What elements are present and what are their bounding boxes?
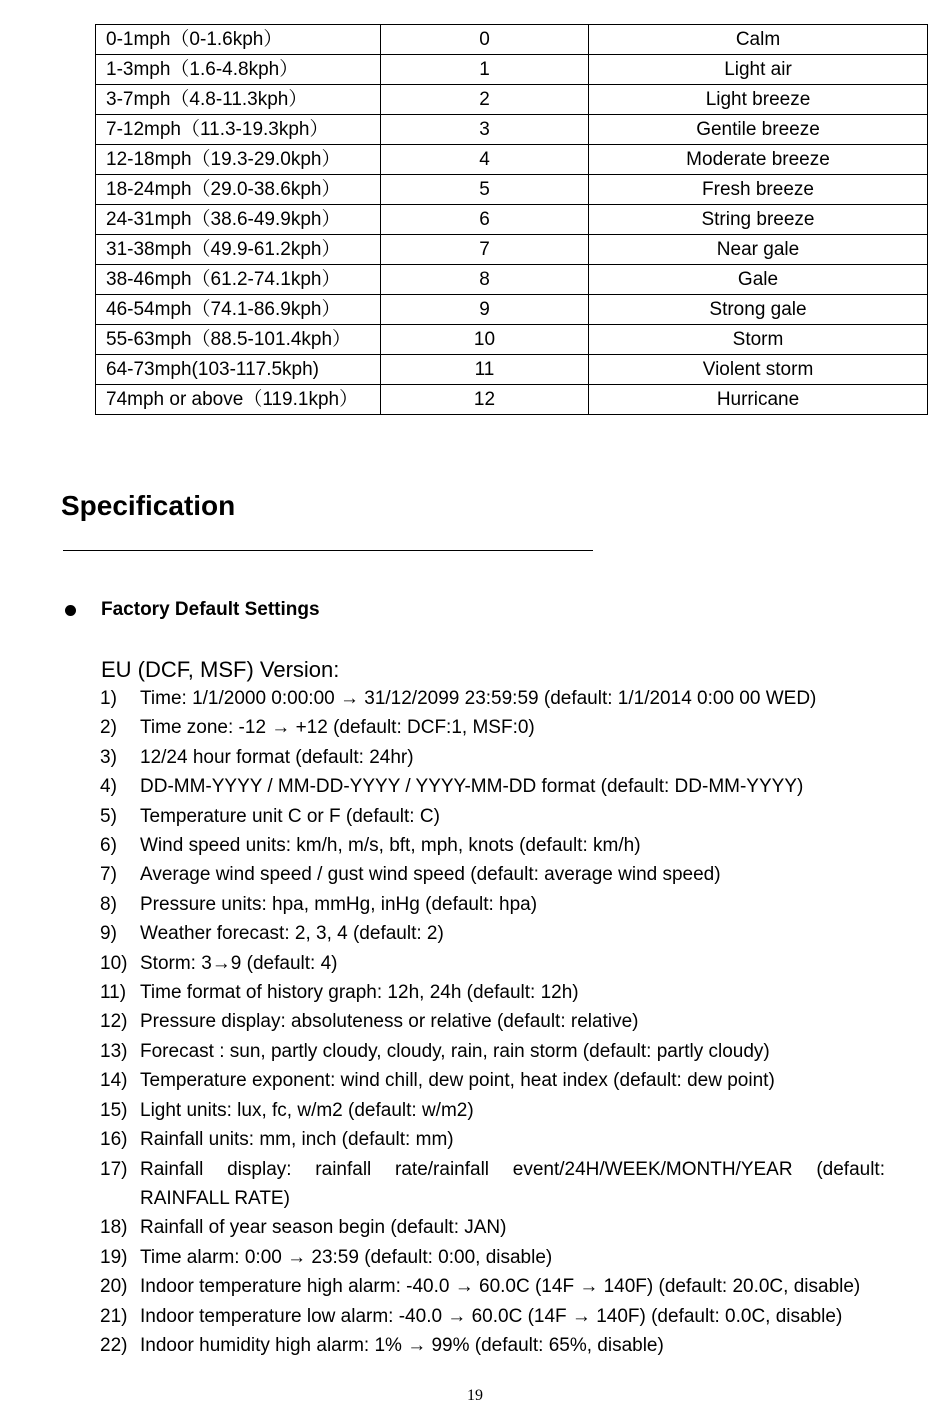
bullet-dot-icon	[65, 605, 76, 616]
wind-speed-cell: 24-31mph（38.6-49.9kph）	[96, 205, 381, 235]
beaufort-level-cell: 2	[381, 85, 589, 115]
beaufort-level-cell: 1	[381, 55, 589, 85]
wind-description-cell: Moderate breeze	[589, 145, 928, 175]
table-row	[96, 265, 928, 295]
wind-speed-cell: 38-46mph（61.2-74.1kph）	[96, 265, 381, 295]
list-item-number: 20)	[100, 1276, 128, 1298]
list-item-number: 1)	[100, 688, 117, 709]
list-item-text: Rainfall units: mm, inch (default: mm)	[140, 1129, 454, 1151]
version-heading: EU (DCF, MSF) Version:	[101, 657, 340, 682]
table-row	[96, 385, 928, 415]
wind-speed-cell: 12-18mph（19.3-29.0kph）	[96, 145, 381, 175]
wind-speed-cell: 55-63mph（88.5-101.4kph）	[96, 325, 381, 355]
beaufort-level-cell: 10	[381, 325, 589, 355]
list-item-number: 8)	[100, 893, 117, 915]
list-item-number: 21)	[100, 1305, 128, 1327]
list-item	[100, 1125, 885, 1154]
list-item-text: Pressure units: hpa, mmHg, inHg (default: hpa)	[140, 893, 538, 915]
beaufort-level-cell: 9	[381, 295, 589, 325]
wind-description-cell: Calm	[589, 25, 928, 55]
list-item-text: Time zone: -12 → +12 (default: DCF:1, MSF:0)	[140, 717, 535, 739]
wind-description-cell: Gale	[589, 265, 928, 295]
list-item-number: 3)	[100, 746, 117, 768]
list-item	[100, 860, 885, 889]
list-item-number: 5)	[100, 805, 117, 827]
list-item-number: 11)	[100, 982, 127, 1004]
list-item	[100, 919, 885, 948]
wind-description-cell: Storm	[589, 325, 928, 355]
list-item-text: Indoor temperature high alarm: -40.0 → 60.0C (14F → 140F) (default: 20.0C, disable)	[140, 1276, 861, 1298]
list-item-number: 18)	[100, 1217, 128, 1239]
list-item	[100, 890, 885, 919]
list-item	[100, 1302, 885, 1331]
list-item-text: Rainfall display: rainfall rate/rainfall event/24H/WEEK/MONTH/YEAR (default: RAINFALL RATE)	[140, 1158, 885, 1209]
wind-description-cell: Gentile breeze	[589, 115, 928, 145]
beaufort-level-cell: 11	[381, 355, 589, 385]
list-item-number: 12)	[100, 1011, 128, 1033]
wind-table-body	[96, 25, 928, 415]
list-item	[100, 1331, 885, 1360]
table-row	[96, 145, 928, 175]
beaufort-level-cell: 4	[381, 145, 589, 175]
table-row	[96, 25, 928, 55]
list-item-number: 22)	[100, 1334, 128, 1356]
wind-description-cell: Strong gale	[589, 295, 928, 325]
list-item	[100, 743, 885, 772]
list-item-text: Time: 1/1/2000 0:00:00 → 31/12/2099 23:59:59 (default: 1/1/2014 0:00 00 WED)	[140, 688, 817, 709]
list-item	[100, 831, 885, 860]
list-item-text: Time format of history graph: 12h, 24h (default: 12h)	[140, 982, 579, 1004]
list-item	[100, 1243, 885, 1272]
list-item-text: Indoor temperature low alarm: -40.0 → 60.0C (14F → 140F) (default: 0.0C, disable)	[140, 1305, 843, 1327]
list-item-number: 15)	[100, 1099, 128, 1121]
list-item-text: 12/24 hour format (default: 24hr)	[140, 746, 414, 768]
list-item	[100, 1096, 885, 1125]
table-row	[96, 205, 928, 235]
list-item-number: 6)	[100, 835, 117, 857]
list-item-number: 10)	[100, 952, 128, 974]
list-item	[100, 1037, 885, 1066]
beaufort-level-cell: 7	[381, 235, 589, 265]
table-row	[96, 295, 928, 325]
wind-speed-cell: 3-7mph（4.8-11.3kph）	[96, 85, 381, 115]
wind-description-cell: Violent storm	[589, 355, 928, 385]
list-item-text: Temperature exponent: wind chill, dew point, heat index (default: dew point)	[140, 1070, 775, 1092]
list-item	[100, 1213, 885, 1242]
list-item-text: Forecast : sun, partly cloudy, cloudy, rain, rain storm (default: partly cloudy)	[140, 1040, 770, 1062]
list-item-number: 13)	[100, 1040, 128, 1062]
wind-description-cell: Near gale	[589, 235, 928, 265]
list-item	[100, 1272, 885, 1301]
list-item-number: 4)	[100, 776, 117, 798]
table-row	[96, 115, 928, 145]
beaufort-level-cell: 12	[381, 385, 589, 415]
list-item-number: 16)	[100, 1129, 128, 1151]
list-item	[100, 949, 885, 978]
wind-description-cell: Light air	[589, 55, 928, 85]
wind-description-cell: Light breeze	[589, 85, 928, 115]
wind-speed-cell: 74mph or above（119.1kph）	[96, 385, 381, 415]
wind-speed-cell: 1-3mph（1.6-4.8kph）	[96, 55, 381, 85]
beaufort-level-cell: 3	[381, 115, 589, 145]
section-title: Specification	[61, 490, 236, 521]
beaufort-level-cell: 6	[381, 205, 589, 235]
list-item-text: Wind speed units: km/h, m/s, bft, mph, knots (default: km/h)	[140, 835, 641, 857]
beaufort-wind-table	[95, 24, 928, 415]
list-item-text: DD-MM-YYYY / MM-DD-YYYY / YYYY-MM-DD format (default: DD-MM-YYYY)	[140, 776, 804, 798]
list-item-text: Average wind speed / gust wind speed (default: average wind speed)	[140, 864, 721, 886]
list-item-number: 2)	[100, 717, 117, 739]
list-item	[100, 684, 885, 713]
spec-list	[100, 684, 885, 1360]
table-row	[96, 175, 928, 205]
wind-speed-cell: 64-73mph(103-117.5kph)	[96, 355, 381, 385]
beaufort-level-cell: 8	[381, 265, 589, 295]
list-item	[100, 1066, 885, 1095]
list-item-number: 19)	[100, 1246, 128, 1268]
list-item-text: Rainfall of year season begin (default: JAN)	[140, 1217, 507, 1239]
table-row	[96, 235, 928, 265]
wind-speed-cell: 46-54mph（74.1-86.9kph）	[96, 295, 381, 325]
table-row	[96, 355, 928, 385]
wind-speed-cell: 18-24mph（29.0-38.6kph）	[96, 175, 381, 205]
wind-speed-cell: 7-12mph（11.3-19.3kph）	[96, 115, 381, 145]
list-item-number: 9)	[100, 923, 117, 945]
table-row	[96, 85, 928, 115]
table-row	[96, 325, 928, 355]
list-item-text: Storm: 3→9 (default: 4)	[140, 952, 338, 974]
page-number: 19	[467, 1387, 483, 1404]
factory-default-heading: Factory Default Settings	[101, 599, 320, 620]
table-row	[96, 55, 928, 85]
list-item-number: 17)	[100, 1158, 128, 1180]
wind-description-cell: Fresh breeze	[589, 175, 928, 205]
list-item	[100, 713, 885, 742]
section-divider	[63, 550, 593, 551]
list-item-number: 7)	[100, 864, 117, 886]
list-item-text: Pressure display: absoluteness or relative (default: relative)	[140, 1011, 639, 1033]
list-item-text: Time alarm: 0:00 → 23:59 (default: 0:00, disable)	[140, 1246, 553, 1268]
beaufort-level-cell: 0	[381, 25, 589, 55]
list-item	[100, 1155, 885, 1214]
wind-description-cell: Hurricane	[589, 385, 928, 415]
list-item	[100, 772, 885, 801]
list-item-number: 14)	[100, 1070, 128, 1092]
list-item	[100, 1007, 885, 1036]
list-item-text: Indoor humidity high alarm: 1% → 99% (default: 65%, disable)	[140, 1334, 664, 1356]
list-item-text: Weather forecast: 2, 3, 4 (default: 2)	[140, 923, 444, 945]
list-item	[100, 802, 885, 831]
wind-speed-cell: 0-1mph（0-1.6kph）	[96, 25, 381, 55]
list-item	[100, 978, 885, 1007]
wind-speed-cell: 31-38mph（49.9-61.2kph）	[96, 235, 381, 265]
list-item-text: Light units: lux, fc, w/m2 (default: w/m2)	[140, 1099, 474, 1121]
beaufort-level-cell: 5	[381, 175, 589, 205]
list-item-text: Temperature unit C or F (default: C)	[140, 805, 440, 827]
wind-description-cell: String breeze	[589, 205, 928, 235]
